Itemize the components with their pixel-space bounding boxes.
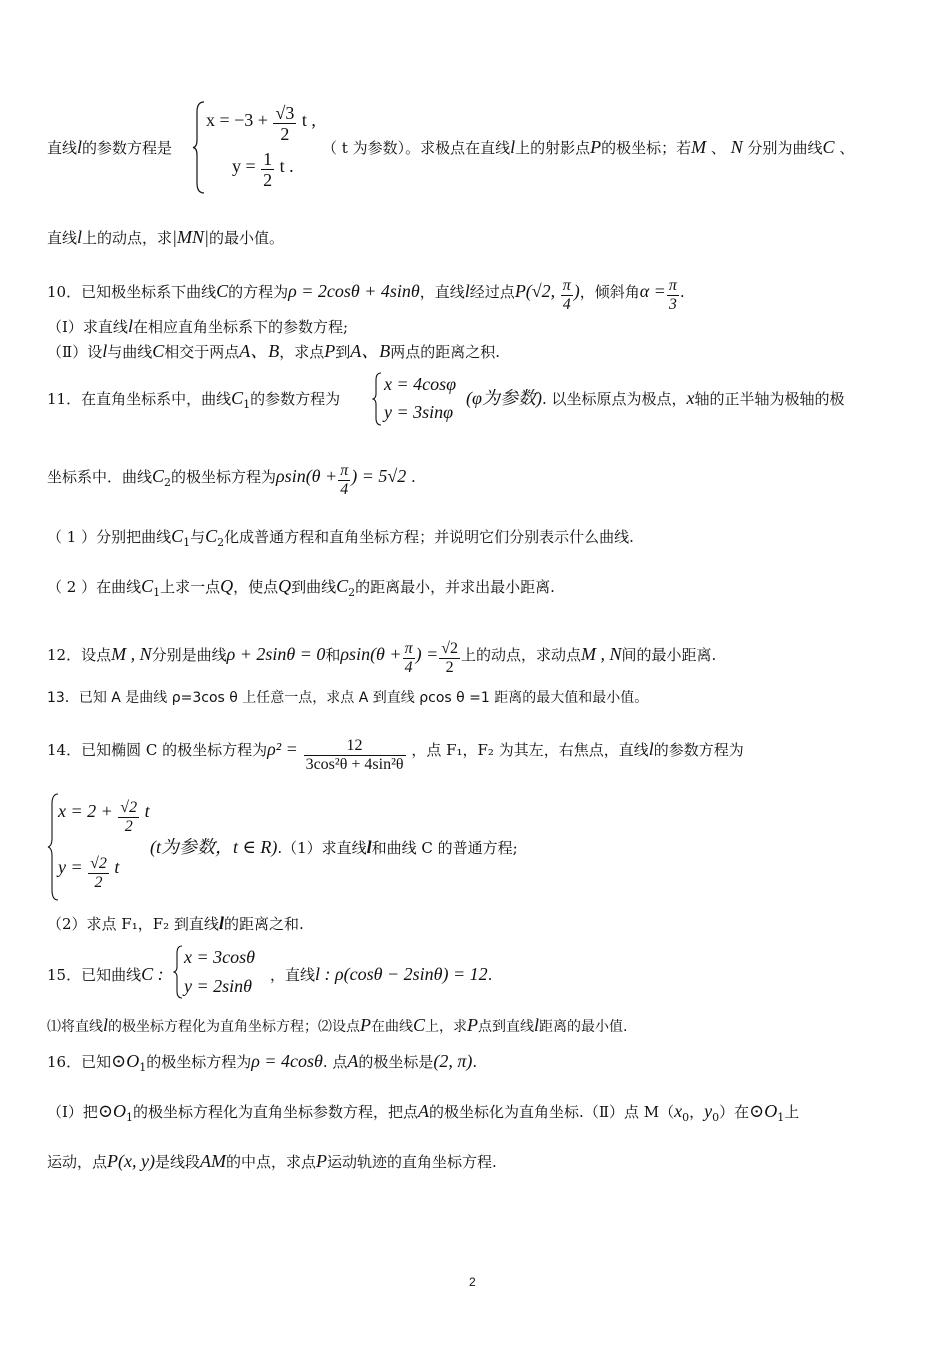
left-brace-icon <box>372 372 382 426</box>
q10-part-ii: （Ⅱ）设l与曲线C相交于两点A、B，求点P到A、B两点的距离之积. <box>47 341 501 361</box>
q16-last-line: 运动，点P(x, y)是线段AM的中点，求点P运动轨迹的直角坐标方程. <box>47 1151 497 1171</box>
q15-line1-right: ，直线l : ρ(cosθ − 2sinθ) = 12. <box>270 964 493 984</box>
q11-part-1: （ 1 ）分别把曲线$C_1$与$C_2$化成普通方程和直角坐标方程；并说明它们分别表示什么曲线. <box>47 526 634 549</box>
left-brace-icon <box>173 945 183 999</box>
q14-part-2: （2）求点 F₁，F₂ 到直线l的距离之和. <box>47 913 304 933</box>
left-brace-icon <box>192 100 206 195</box>
q11-part-2: （ 2 ）在曲线$C_1$上求一点Q，使点Q到曲线$C_2$的距离最小，并求出最小距离. <box>47 576 555 599</box>
q15-y-equation: y = 2sinθ <box>184 976 252 996</box>
q9-y-equation: y = $\frac{1}{2}$ t . <box>232 149 294 190</box>
q14-param-line: (t为参数，t ∈ R).（1）求直线l和曲线 C 的普通方程; <box>150 837 518 857</box>
q13-line: 13．已知 A 是曲线 ρ=3cos θ 上任意一点，求点 A 到直线 ρcos θ =1 距离的最大值和最小值。 <box>47 690 649 706</box>
q15-parts: ⑴将直线l的极坐标方程化为直角坐标方程；⑵设点P在曲线C上，求P点到直线l距离的最小值. <box>47 1015 628 1035</box>
q11-line1-left: 11．在直角坐标系中，曲线$C_1$的参数方程为 <box>47 388 341 411</box>
q16-part-i: （Ⅰ）把$⊙O_1$的极坐标方程化为直角坐标参数方程，把点A的极坐标化为直角坐标.（Ⅱ）点 $M(x_0$，$y_0$）在$⊙O_1$上 <box>47 1101 800 1124</box>
q12-line: 12．设点M , N分别是曲线ρ + 2sinθ = 0和ρsin(θ + $\frac{\pi}{4}$ ) = $\frac{√2}{2}$ 上的动点，求动点M , N间的最小距离. <box>47 640 717 676</box>
q15-x-equation: x = 3cosθ <box>184 947 255 967</box>
q14-x-equation: x = 2 + $\frac{√2}{2}$ t <box>58 799 150 835</box>
q9-x-equation: x = −3 + $\frac{√3}{2}$ t , <box>206 103 316 144</box>
q9-line2: 直线l上的动点，求|MN|的最小值。 <box>47 227 284 247</box>
q14-line1: 14．已知椭圆 C 的极坐标方程为ρ² = $\frac{12}{\text{3cos²θ + 4sin²θ}}$ ，点 F₁，F₂ 为其左，右焦点，直线l的参数方程为 <box>47 737 744 773</box>
q10-part-i: （Ⅰ）求直线l在相应直角坐标系下的参数方程; <box>47 316 349 336</box>
q16-line1: 16．已知$⊙O_1$的极坐标方程为ρ = 4cosθ. 点A的极坐标是(2, π). <box>47 1051 478 1074</box>
q9-line1-prefix: 直线l的参数方程是 <box>47 137 173 157</box>
q11-x-equation: x = 4cosφ <box>384 374 457 394</box>
q14-y-equation: y = $\frac{√2}{2}$ t <box>58 855 120 891</box>
q9-line1-rest: （ t 为参数）。求极点在直线l上的射影点P的极坐标；若M 、 N 分别为曲线C 、 <box>322 137 855 157</box>
q10-line1: 10．已知极坐标系下曲线C的方程为ρ = 2cosθ + 4sinθ，直线l经过点P(√2, $\frac{\pi}{4}$ )，倾斜角α = $\frac{\pi}{3}$ . <box>47 277 685 313</box>
q11-line1-right: (φ为参数). 以坐标原点为极点，x轴的正半轴为极轴的极 <box>466 388 845 408</box>
page-number: 2 <box>469 1275 476 1289</box>
q11-y-equation: y = 3sinφ <box>384 402 454 422</box>
q11-line2: 坐标系中．曲线$C_2$的极坐标方程为ρsin(θ + $\frac{\pi}{4}$ ) = 5√2 . <box>47 462 416 498</box>
q15-line1-left: 15．已知曲线C : <box>47 964 164 984</box>
